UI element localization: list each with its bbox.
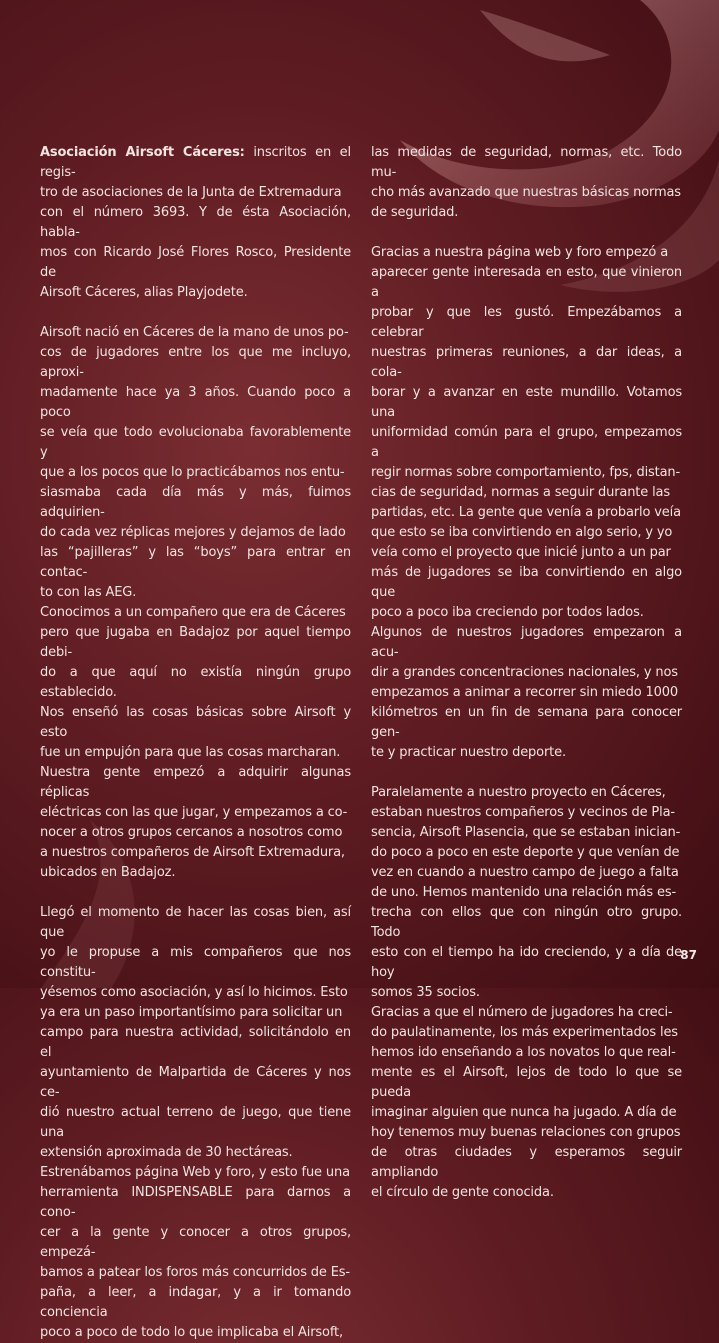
paragraph-website: Estrenábamos página Web y foro, y esto fue una herramienta INDISPENSABLE para darnos a cono- cer a la gente y conocer a otros grupos, empezá- bamos a patear los foros más concurridos de Es- paña, a leer, a indagar, y a ir tomando conciencia poco a poco de todo lo que implicaba el Airsoft, bbox=[40, 1165, 351, 1340]
paragraph-companion: Conocimos a un compañero que era de Cáceres pero que jugaba en Badajoz por aquel tiempo debi- do a que aquí no existía ningún grupo establecido. Nos enseñó las cosas básicas sobre Airsoft y esto fue un empujón para que las cosas marcharan. Nuestra gente empezó a adquirir algunas réplicas eléctricas con las que jugar, y empezamos a co- nocer a otros grupos cercanos a nosotros como a nuestros compañeros de Airsoft Extremadura, ubicados en Badajoz. bbox=[40, 605, 351, 880]
paragraph-origins: Airsoft nació en Cáceres de la mano de unos po- cos de jugadores entre los que me incluyo, aproxi- madamente hace ya 3 años. Cuando poco a poco se veía que todo evolucionaba favorablemente y que a los pocos que lo practicábamos nos entu- siasmaba cada día más y más, fuimos adquirien- do cada vez réplicas mejores y dejamos de lado las “pajilleras” y las “boys” para entrar en contac- to con las AEG. bbox=[40, 325, 351, 600]
paragraph-association: Llegó el momento de hacer las cosas bien, así que yo le propuse a mis compañeros que nos constitu- yésemos como asociación, y así lo hicimos. Esto ya era un paso importantísimo para solicitar un campo para nuestra actividad, solicitándolo en el ayuntamiento de Malpartida de Cáceres y nos ce- dió nuestro actual terreno de juego, que tiene una extensión aproximada de 30 hectáreas. bbox=[40, 905, 351, 1160]
left-column bbox=[40, 143, 351, 1343]
intro-paragraph bbox=[40, 143, 351, 303]
paragraph-experience: Gracias a que el número de jugadores ha creci- do paulatinamente, los más experimentados les hemos ido enseñando a los novatos lo que real- mente es el Airsoft, lejos de todo lo que se pueda imaginar alguien que nunca ha jugado. A día de hoy tenemos muy buenas relaciones con grupos de otras ciudades y esperamos seguir ampliando el círculo de gente conocida. bbox=[371, 1005, 682, 1200]
page-number: 87 bbox=[680, 948, 697, 962]
right-column bbox=[371, 143, 682, 1203]
paragraph-events: Algunos de nuestros jugadores empezaron a acu- dir a grandes concentraciones nacionales, y nos empezamos a animar a recorrer sin miedo 1000 kilómetros en un fin de semana para conocer gen- te y practicar nuestro deporte. bbox=[371, 625, 682, 760]
paragraph-plasencia: Paralelamente a nuestro proyecto en Cáceres, estaban nuestros compañeros y vecinos de Pla- sencia, Airsoft Plasencia, que se estaban inician- do poco a poco en este deporte y que venían de vez en cuando a nuestro campo de juego a falta de uno. Hemos mantenido una relación más es- trecha con ellos que con ningún otro grupo. Todo esto con el tiempo ha ido creciendo, y a día de hoy somos 35 socios. bbox=[371, 785, 682, 1000]
association-name: Asociación Airsoft Cáceres: bbox=[40, 145, 245, 160]
paragraph-growth: Gracias a nuestra página web y foro empezó a aparecer gente interesada en esto, que vinieron a probar y que les gustó. Empezábamos a celebrar nuestras primeras reuniones, a dar ideas, a cola- borar y a avanzar en este mundillo. Votamos una uniformidad común para el grupo, empezamos a regir normas sobre comportamiento, fps, distan- cias de seguridad, normas a seguir durante las partidas, etc. La gente que venía a probarlo veía que esto se iba convirtiendo en algo serio, y yo veía como el proyecto que inicié junto a un par más de jugadores se iba convirtiendo en algo que poco a poco iba creciendo por todos lados. bbox=[371, 245, 682, 620]
intro-text: inscritos en el regis- tro de asociaciones de la Junta de Extremadura con el número 3693. Y de ésta Asociación, habla- mos con Ricardo José Flores Rosco, Presidente de Airsoft Cáceres, alias Playjodete. bbox=[40, 145, 351, 300]
paragraph-safety: las medidas de seguridad, normas, etc. Todo mu- cho más avanzado que nuestras básicas normas de seguridad. bbox=[371, 145, 682, 220]
